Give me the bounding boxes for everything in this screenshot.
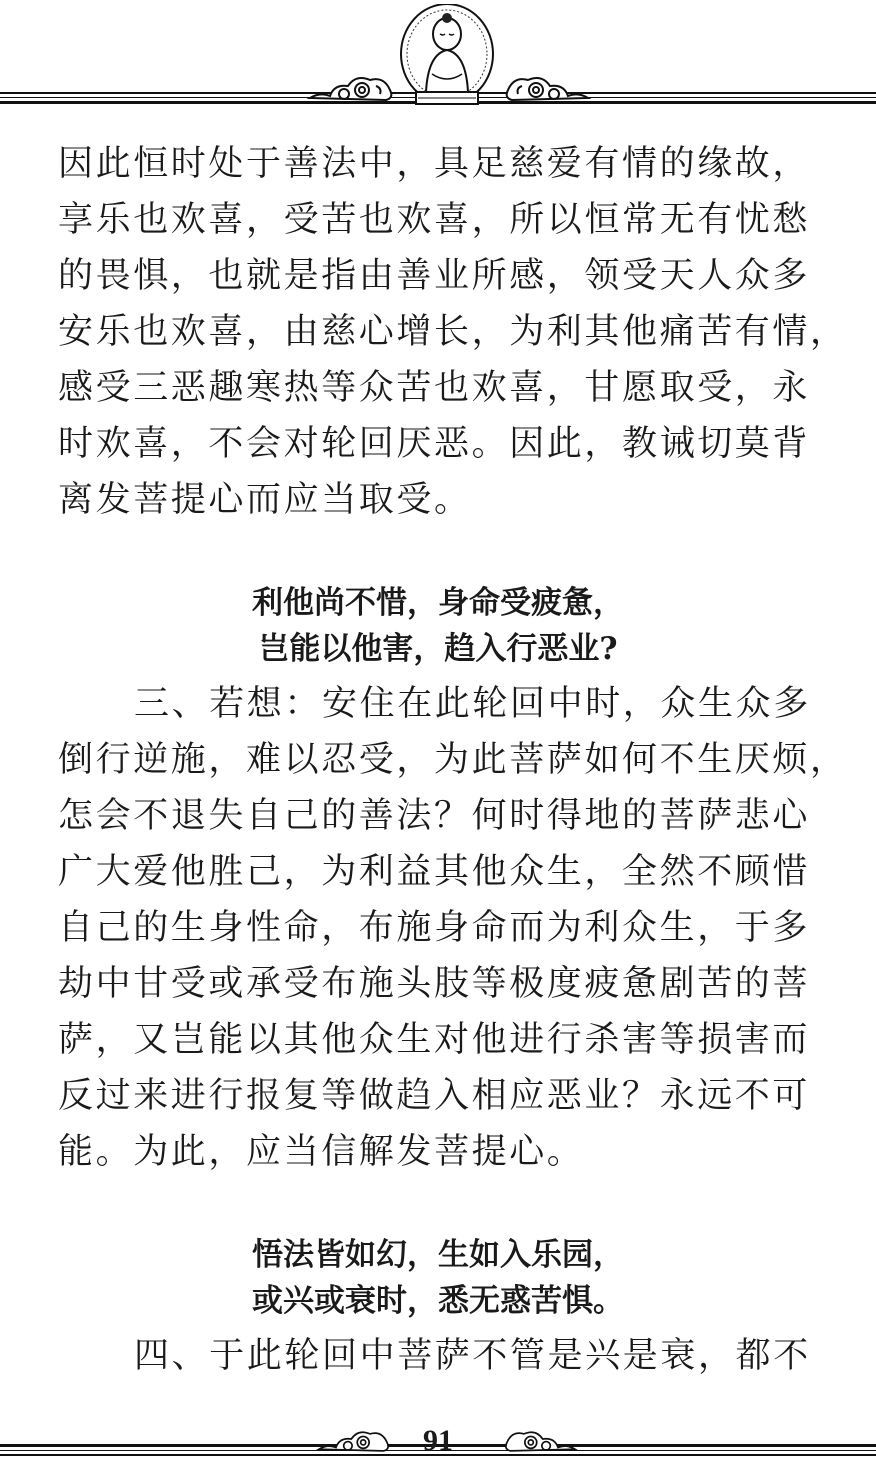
text-line: 劫中甘受或承受布施头肢等极度疲惫剧苦的菩 — [58, 964, 811, 1004]
text-line: 萨，又岂能以其他众生对他进行杀害等损害而 — [58, 1020, 811, 1060]
text-line: 广大爱他胜己，为利益其他众生，全然不顾惜 — [58, 852, 811, 892]
verse-line: 岂能以他害，趋入行恶业? — [258, 631, 618, 667]
text-line: 四、于此轮回中菩萨不管是兴是衰，都不 — [134, 1336, 811, 1376]
paragraph-3 — [58, 1328, 848, 1384]
text-line: 反过来进行报复等做趋入相应恶业？永远不可 — [58, 1076, 811, 1116]
paragraph-1 — [58, 136, 848, 528]
cloud-ornament-icon — [504, 66, 592, 106]
page-number: 91 — [423, 1424, 453, 1457]
text-line: 能。为此，应当信解发菩提心。 — [58, 1132, 585, 1172]
verse-2 — [0, 1232, 876, 1324]
verse-1 — [0, 580, 876, 672]
text-line: 的畏惧，也就是指由善业所感，领受天人众多 — [58, 256, 811, 296]
cloud-ornament-icon — [306, 66, 394, 106]
verse-line: 利他尚不惜，身命受疲惫， — [252, 585, 624, 621]
verse-line: 悟法皆如幻，生如入乐园， — [252, 1237, 624, 1273]
text-line: 自己的生身性命，布施身命而为利众生，于多 — [58, 908, 811, 948]
text-line: 倒行逆施，难以忍受，为此菩萨如何不生厌烦， — [58, 740, 848, 780]
text-line: 感受三恶趣寒热等众苦也欢喜，甘愿取受，永 — [58, 368, 811, 408]
text-line: 安乐也欢喜，由慈心增长，为利其他痛苦有情， — [58, 312, 848, 352]
text-line: 时欢喜，不会对轮回厌恶。因此，教诫切莫背 — [58, 424, 811, 464]
paragraph-2 — [58, 676, 848, 1180]
verse-line: 或兴或衰时，悉无惑苦惧。 — [252, 1283, 624, 1319]
text-line: 离发菩提心而应当取受。 — [58, 480, 472, 520]
text-line: 享乐也欢喜，受苦也欢喜，所以恒常无有忧愁 — [58, 200, 811, 240]
text-line: 怎会不退失自己的善法？何时得地的菩萨悲心 — [58, 796, 811, 836]
text-line: 三、若想：安住在此轮回中时，众生众多 — [134, 684, 811, 724]
buddha-figure-icon — [398, 4, 496, 108]
text-line: 因此恒时处于善法中，具足慈爱有情的缘故， — [58, 144, 811, 184]
